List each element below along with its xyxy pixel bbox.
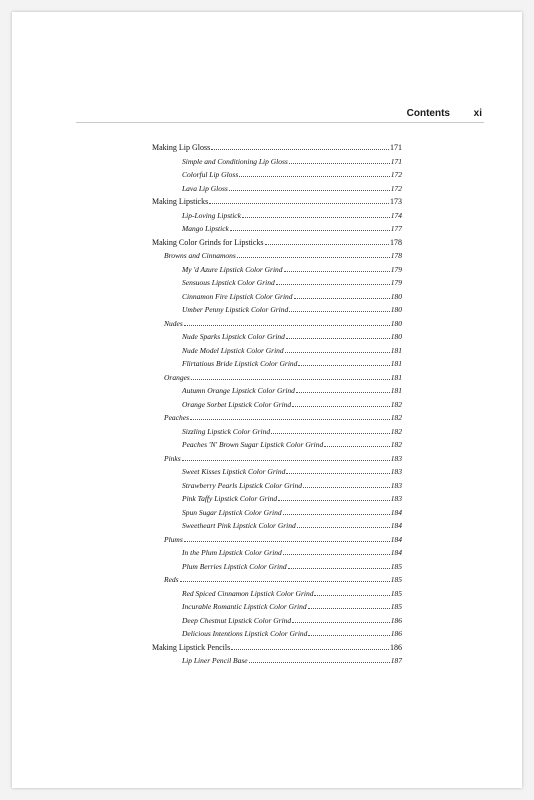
toc-entry-page: 180 bbox=[390, 305, 402, 314]
toc-entry-label: Peaches 'N' Brown Sugar Lipstick Color Grind bbox=[182, 440, 324, 449]
toc-dot-leader bbox=[229, 190, 390, 191]
toc-entry-label: Oranges bbox=[164, 372, 190, 382]
toc-entry-label: Making Lip Gloss bbox=[152, 143, 211, 152]
toc-entry-label: In the Plum Lipstick Color Grind bbox=[182, 548, 282, 557]
toc-dot-leader bbox=[283, 514, 390, 515]
toc-item-entry bbox=[152, 184, 402, 198]
toc-section-entry bbox=[152, 238, 402, 252]
toc-item-entry bbox=[152, 616, 402, 630]
toc-entry-label: Plum Berries Lipstick Color Grind bbox=[182, 561, 287, 571]
toc-entry-page: 187 bbox=[390, 656, 402, 665]
toc-entry-label: Deep Chestnut Lipstick Color Grind bbox=[182, 615, 292, 625]
toc-item-entry bbox=[152, 589, 402, 603]
toc-entry-page: 181 bbox=[390, 359, 402, 368]
toc-entry-page: 179 bbox=[390, 278, 402, 287]
toc-dot-leader bbox=[286, 473, 389, 474]
toc-entry-page: 185 bbox=[390, 602, 402, 611]
table-of-contents bbox=[152, 143, 402, 670]
toc-item-entry bbox=[152, 157, 402, 171]
running-header bbox=[76, 108, 484, 123]
toc-item-entry bbox=[152, 629, 402, 643]
toc-dot-leader bbox=[265, 244, 389, 245]
toc-entry-page: 172 bbox=[390, 170, 402, 179]
toc-entry-label: Strawberry Pearls Lipstick Color Grind bbox=[182, 480, 303, 490]
toc-dot-leader bbox=[303, 487, 390, 488]
toc-entry-page: 181 bbox=[390, 345, 402, 355]
toc-dot-leader bbox=[239, 176, 389, 177]
toc-entry-label: Browns and Cinnamons bbox=[164, 251, 236, 260]
toc-entry-page: 180 bbox=[390, 318, 402, 328]
toc-dot-leader bbox=[292, 406, 390, 407]
toc-subsection-entry bbox=[152, 251, 402, 265]
toc-entry-page: 180 bbox=[390, 291, 402, 301]
toc-entry-page: 183 bbox=[390, 480, 402, 490]
toc-entry-page: 181 bbox=[390, 372, 402, 382]
toc-item-entry bbox=[152, 211, 402, 225]
toc-item-entry bbox=[152, 467, 402, 481]
toc-entry-label: Making Color Grinds for Lipsticks bbox=[152, 237, 264, 247]
toc-subsection-entry bbox=[152, 413, 402, 427]
toc-entry-page: 186 bbox=[390, 615, 402, 625]
toc-entry-label: Cinnamon Fire Lipstick Color Grind bbox=[182, 291, 293, 301]
toc-entry-label: Lava Lip Gloss bbox=[182, 183, 228, 193]
toc-entry-page: 171 bbox=[390, 156, 402, 166]
toc-dot-leader bbox=[289, 163, 390, 164]
toc-dot-leader bbox=[283, 554, 390, 555]
toc-item-entry bbox=[152, 548, 402, 562]
toc-entry-page: 179 bbox=[390, 264, 402, 274]
toc-entry-label: Spun Sugar Lipstick Color Grind bbox=[182, 507, 282, 517]
toc-item-entry bbox=[152, 224, 402, 238]
toc-item-entry bbox=[152, 278, 402, 292]
toc-entry-page: 171 bbox=[390, 143, 402, 152]
toc-dot-leader bbox=[249, 662, 390, 663]
toc-entry-label: Flirtatious Bride Lipstick Color Grind bbox=[182, 359, 298, 368]
toc-entry-label: Mango Lipstick bbox=[182, 224, 229, 233]
toc-entry-label: My 'd Azure Lipstick Color Grind bbox=[182, 264, 283, 274]
header-title: Contents bbox=[406, 108, 450, 119]
toc-entry-page: 183 bbox=[390, 467, 402, 476]
toc-entry-label: Peaches bbox=[164, 413, 189, 422]
toc-entry-page: 178 bbox=[390, 251, 402, 260]
toc-entry-page: 186 bbox=[390, 642, 402, 652]
toc-dot-leader bbox=[278, 500, 390, 501]
toc-entry-page: 182 bbox=[390, 399, 402, 409]
toc-entry-label: Nudes bbox=[164, 318, 183, 328]
toc-dot-leader bbox=[242, 217, 390, 218]
toc-dot-leader bbox=[184, 325, 390, 326]
toc-dot-leader bbox=[324, 446, 389, 447]
toc-entry-page: 184 bbox=[390, 507, 402, 517]
toc-entry-label: Umber Penny Lipstick Color Grind bbox=[182, 305, 289, 314]
toc-item-entry bbox=[152, 332, 402, 346]
toc-dot-leader bbox=[191, 379, 390, 380]
toc-entry-page: 182 bbox=[390, 440, 402, 449]
toc-subsection-entry bbox=[152, 373, 402, 387]
toc-section-entry bbox=[152, 197, 402, 211]
toc-entry-page: 182 bbox=[390, 413, 402, 422]
toc-entry-page: 184 bbox=[390, 534, 402, 544]
toc-entry-label: Sensuous Lipstick Color Grind bbox=[182, 278, 275, 287]
toc-entry-label: Sizzling Lipstick Color Grind bbox=[182, 426, 271, 436]
toc-dot-leader bbox=[230, 230, 390, 231]
toc-section-entry bbox=[152, 143, 402, 157]
toc-item-entry bbox=[152, 521, 402, 535]
toc-entry-label: Plums bbox=[164, 534, 183, 544]
toc-item-entry bbox=[152, 359, 402, 373]
toc-entry-page: 180 bbox=[390, 332, 402, 341]
toc-item-entry bbox=[152, 427, 402, 441]
toc-item-entry bbox=[152, 508, 402, 522]
toc-entry-page: 181 bbox=[390, 386, 402, 395]
toc-item-entry bbox=[152, 562, 402, 576]
toc-entry-page: 177 bbox=[390, 224, 402, 233]
toc-entry-label: Simple and Conditioning Lip Gloss bbox=[182, 156, 288, 166]
toc-entry-page: 182 bbox=[390, 426, 402, 436]
toc-item-entry bbox=[152, 292, 402, 306]
toc-dot-leader bbox=[276, 284, 390, 285]
toc-entry-label: Pink Taffy Lipstick Color Grind bbox=[182, 494, 278, 503]
toc-dot-leader bbox=[284, 271, 390, 272]
toc-entry-page: 172 bbox=[390, 183, 402, 193]
toc-dot-leader bbox=[296, 392, 390, 393]
toc-entry-page: 178 bbox=[390, 237, 402, 247]
toc-item-entry bbox=[152, 386, 402, 400]
toc-entry-label: Making Lipstick Pencils bbox=[152, 642, 231, 652]
toc-entry-page: 185 bbox=[390, 575, 402, 584]
toc-entry-page: 174 bbox=[390, 210, 402, 220]
toc-entry-label: Autumn Orange Lipstick Color Grind bbox=[182, 386, 295, 395]
toc-item-entry bbox=[152, 170, 402, 184]
toc-dot-leader bbox=[285, 352, 390, 353]
toc-dot-leader bbox=[294, 298, 390, 299]
toc-entry-label: Delicious Intentions Lipstick Color Grind bbox=[182, 629, 308, 638]
toc-dot-leader bbox=[289, 311, 390, 312]
toc-item-entry bbox=[152, 440, 402, 454]
header-page-number: xi bbox=[473, 108, 482, 119]
toc-entry-page: 185 bbox=[390, 588, 402, 598]
toc-item-entry bbox=[152, 602, 402, 616]
toc-entry-label: Lip-Loving Lipstick bbox=[182, 210, 241, 220]
toc-entry-label: Incurable Romantic Lipstick Color Grind bbox=[182, 602, 307, 611]
toc-entry-label: Pinks bbox=[164, 453, 181, 463]
toc-entry-label: Sweetheart Pink Lipstick Color Grind bbox=[182, 521, 296, 530]
toc-section-entry bbox=[152, 643, 402, 657]
toc-subsection-entry bbox=[152, 535, 402, 549]
toc-entry-page: 186 bbox=[390, 629, 402, 638]
toc-entry-page: 183 bbox=[390, 453, 402, 463]
toc-item-entry bbox=[152, 346, 402, 360]
toc-entry-page: 184 bbox=[390, 548, 402, 557]
toc-dot-leader bbox=[308, 635, 389, 636]
toc-dot-leader bbox=[190, 419, 390, 420]
toc-entry-label: Lip Liner Pencil Base bbox=[182, 656, 248, 665]
toc-dot-leader bbox=[298, 365, 389, 366]
toc-item-entry bbox=[152, 656, 402, 670]
toc-dot-leader bbox=[231, 649, 389, 650]
toc-entry-label: Colorful Lip Gloss bbox=[182, 170, 239, 179]
toc-dot-leader bbox=[314, 595, 389, 596]
toc-dot-leader bbox=[182, 460, 390, 461]
toc-entry-label: Nude Sparks Lipstick Color Grind bbox=[182, 332, 285, 341]
toc-entry-label: Orange Sorbet Lipstick Color Grind bbox=[182, 399, 292, 409]
toc-entry-label: Reds bbox=[164, 575, 179, 584]
toc-dot-leader bbox=[211, 149, 389, 150]
toc-entry-page: 184 bbox=[390, 521, 402, 530]
toc-dot-leader bbox=[180, 581, 390, 582]
toc-item-entry bbox=[152, 265, 402, 279]
toc-subsection-entry bbox=[152, 575, 402, 589]
toc-dot-leader bbox=[237, 257, 390, 258]
toc-dot-leader bbox=[297, 527, 390, 528]
toc-item-entry bbox=[152, 494, 402, 508]
toc-entry-page: 183 bbox=[390, 494, 402, 503]
toc-entry-label: Sweet Kisses Lipstick Color Grind bbox=[182, 467, 286, 476]
toc-subsection-entry bbox=[152, 319, 402, 333]
toc-dot-leader bbox=[286, 338, 390, 339]
toc-item-entry bbox=[152, 400, 402, 414]
toc-item-entry bbox=[152, 481, 402, 495]
toc-subsection-entry bbox=[152, 454, 402, 468]
toc-dot-leader bbox=[288, 568, 390, 569]
toc-entry-page: 173 bbox=[390, 197, 402, 206]
toc-item-entry bbox=[152, 305, 402, 319]
toc-dot-leader bbox=[308, 608, 390, 609]
toc-entry-label: Making Lipsticks bbox=[152, 197, 209, 206]
toc-entry-page: 185 bbox=[390, 561, 402, 571]
toc-dot-leader bbox=[209, 203, 389, 204]
toc-dot-leader bbox=[292, 622, 390, 623]
toc-dot-leader bbox=[271, 433, 390, 434]
toc-dot-leader bbox=[184, 541, 390, 542]
toc-entry-label: Red Spiced Cinnamon Lipstick Color Grind bbox=[182, 588, 314, 598]
toc-entry-label: Nude Model Lipstick Color Grind bbox=[182, 345, 284, 355]
